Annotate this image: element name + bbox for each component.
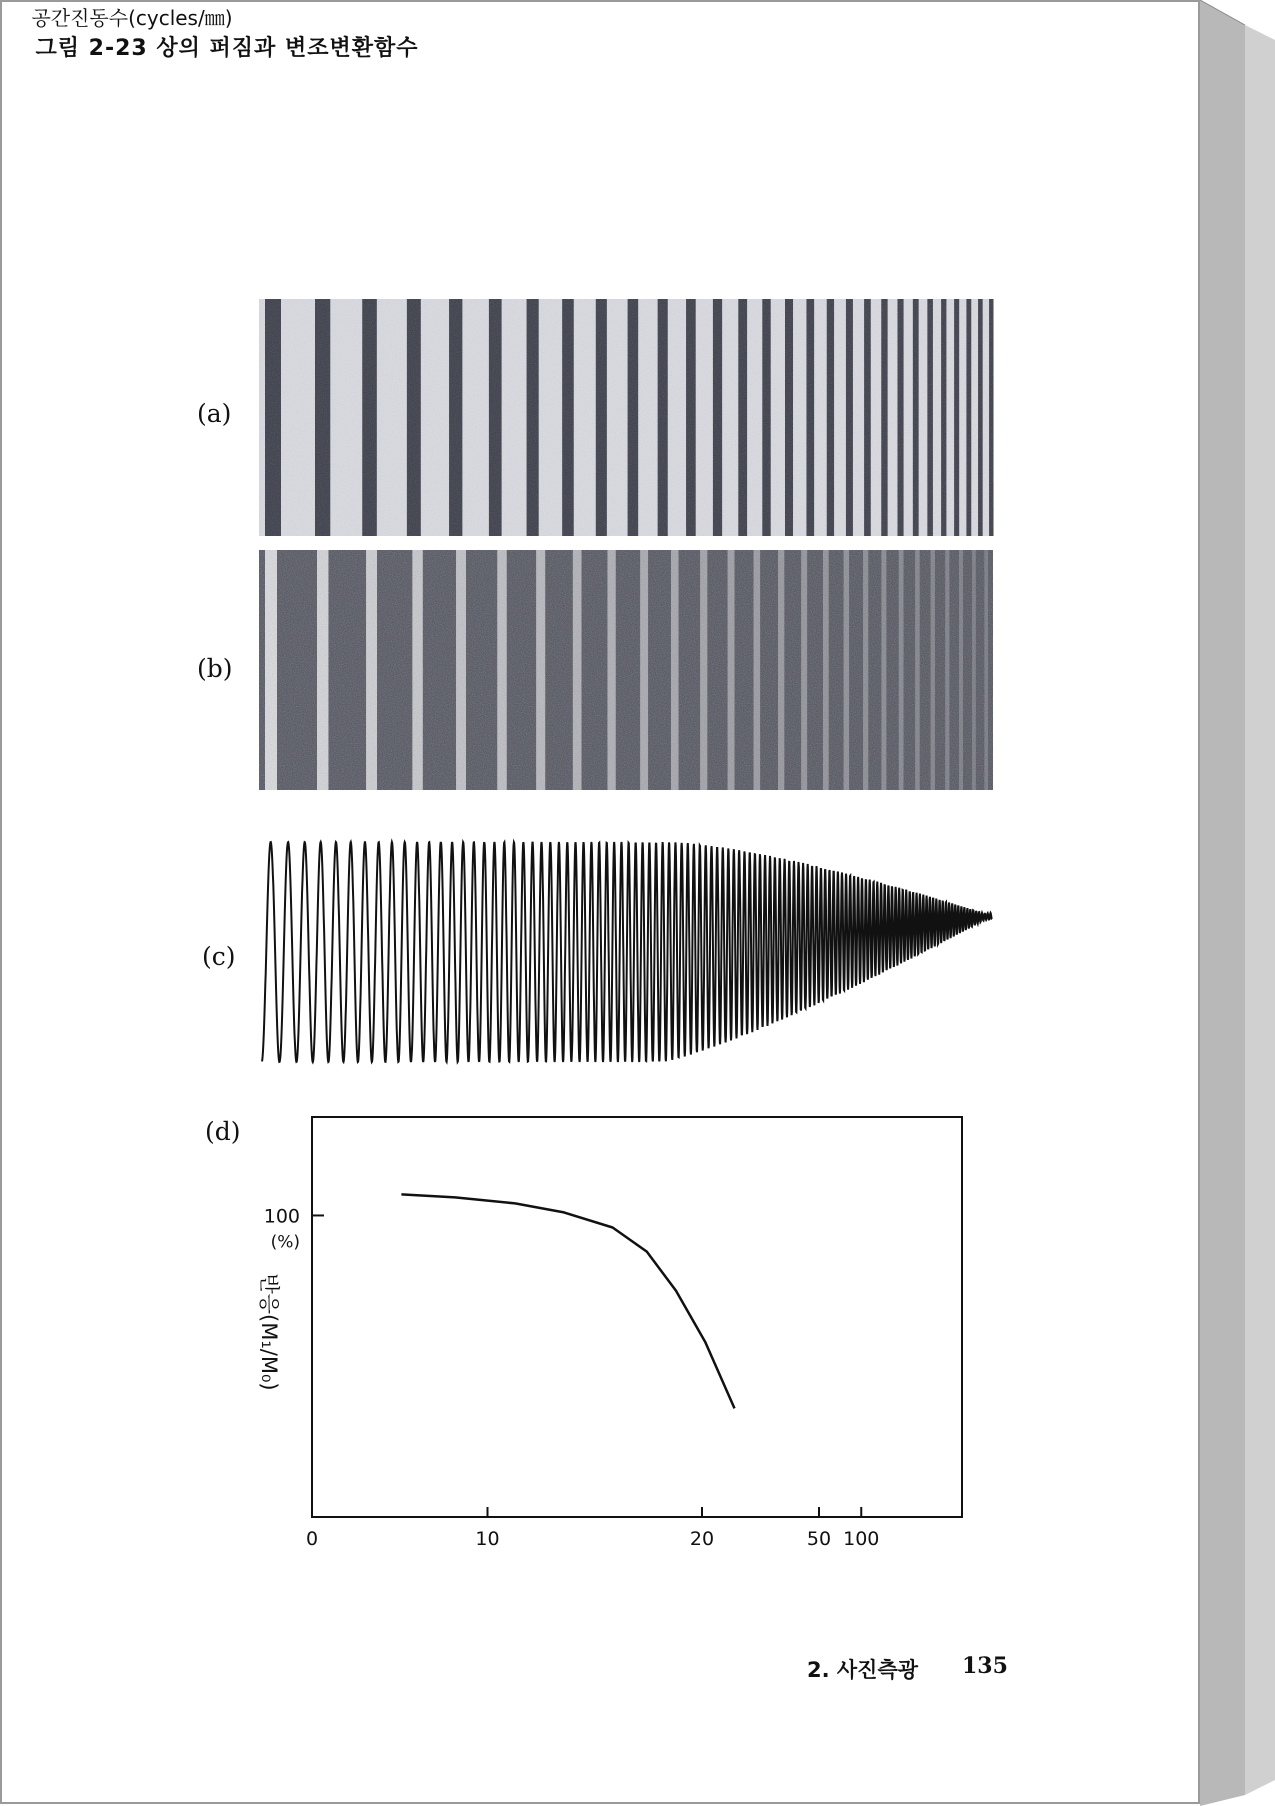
x-tick-label: 0 — [305, 1528, 319, 1550]
mtf-curve — [401, 1194, 734, 1408]
bar-pattern-image-b — [259, 550, 993, 790]
panel-label-a: (a) — [197, 399, 232, 428]
y-unit-label: (%) — [270, 1232, 300, 1253]
y-axis-title: 반응(M₁/M₀) — [257, 1273, 281, 1391]
x-tick-label: 20 — [689, 1528, 715, 1550]
bar-pattern-image-a — [259, 299, 993, 536]
figure-caption: 그림 2-23 상의 퍼짐과 변조변환함수 — [35, 36, 419, 61]
density-trace-line — [262, 842, 992, 1062]
page-number: 135 — [962, 1653, 1008, 1679]
x-tick-label: 50 — [806, 1528, 832, 1550]
running-head: 2. 사진측광 — [807, 1658, 919, 1682]
panel-label-c: (c) — [202, 942, 236, 971]
mtf-chart — [232, 1102, 992, 1550]
panel-label-b: (b) — [197, 654, 233, 683]
x-tick-label: 100 — [843, 1528, 880, 1550]
book-edge — [1200, 0, 1275, 1806]
x-tick-label: 10 — [475, 1528, 500, 1550]
x-axis-title: 공간진동수(cycles/㎜) — [31, 6, 233, 30]
panel-label-d: (d) — [205, 1117, 241, 1146]
density-trace-plot — [257, 802, 997, 1102]
plot-frame — [312, 1117, 962, 1517]
y-tick-label: 100 — [263, 1205, 300, 1228]
